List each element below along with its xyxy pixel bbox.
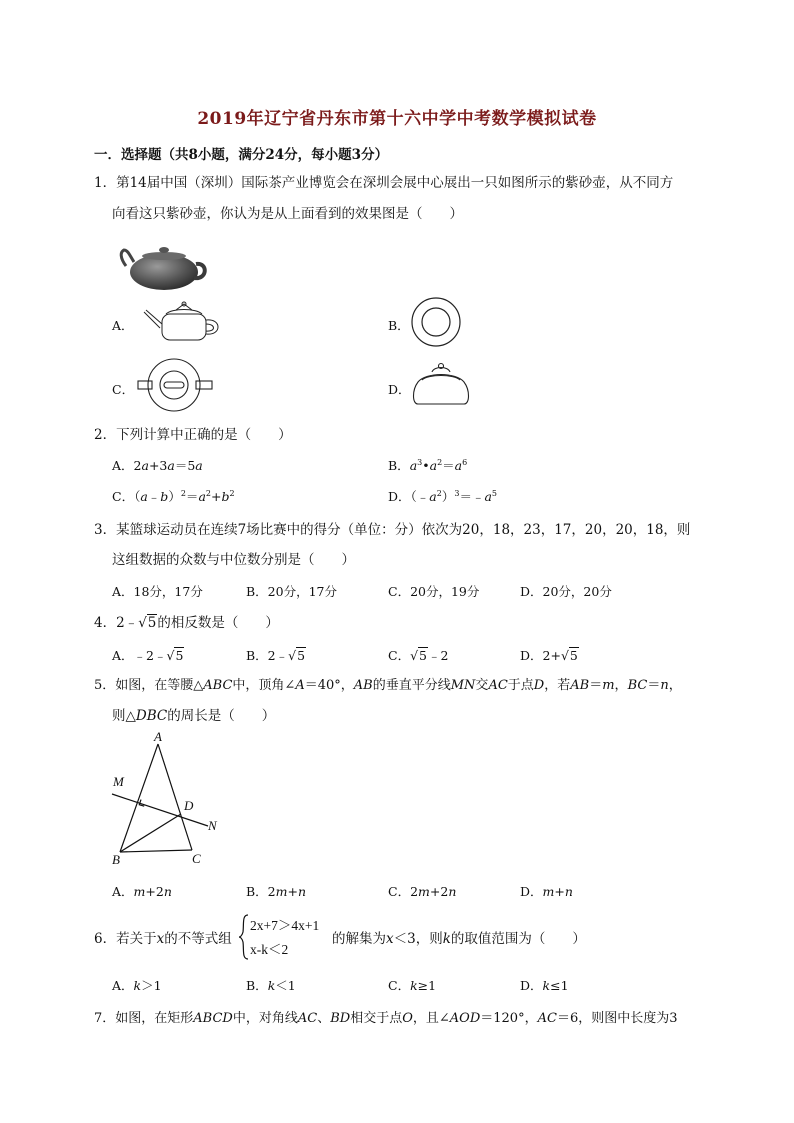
question-6-post: 的解集为x＜3，则k的取值范围为（ ） — [332, 931, 586, 947]
question-5-line-2: 则△DBC的周长是（ ） — [112, 708, 276, 724]
inequality-2: x-k＜2 — [250, 942, 289, 957]
question-1-line-2: 向看这只紫砂壶，你认为是从上面看到的效果图是（ ） — [112, 206, 463, 222]
question-6-pre: 6．若关于x的不等式组 — [94, 931, 232, 947]
q6-option-c: C．k≥1 — [388, 978, 437, 993]
inequality-1: 2x+7＞4x+1 — [250, 918, 320, 933]
q3-option-c: C．20分，19分 — [388, 584, 480, 599]
question-3-line-2: 这组数据的众数与中位数分别是（ ） — [112, 552, 355, 568]
q1-option-b: B． — [388, 318, 410, 333]
q1-option-c: C． — [112, 382, 135, 397]
q5-option-c: C．2m+2n — [388, 884, 457, 899]
q2-option-a: A．2a+3a＝5a — [112, 458, 203, 473]
q6-option-a: A．k＞1 — [112, 978, 162, 993]
teapot-top-view-icon — [134, 357, 216, 413]
q4-option-b: B．2﹣√5 — [246, 648, 306, 663]
label-m: M — [113, 774, 124, 789]
label-d: D — [184, 798, 194, 813]
question-4-stem: 4．2﹣√5的相反数是（ ） — [94, 615, 279, 631]
label-a: A — [154, 729, 162, 744]
q6-option-d: D．k≤1 — [520, 978, 569, 993]
q4-option-d: D．2+√5 — [520, 648, 578, 663]
question-2-stem: 2．下列计算中正确的是（ ） — [94, 427, 292, 443]
q1-option-a: A． — [112, 318, 134, 333]
q4-option-a: A．﹣2﹣√5 — [112, 648, 184, 663]
q5-option-b: B．2m+n — [246, 884, 307, 899]
question-3-line-1: 3．某篮球运动员在连续7场比赛中的得分（单位：分）依次为20，18，23，17，20，20，18，则 — [94, 522, 691, 538]
q3-option-a: A．18分，17分 — [112, 584, 203, 599]
label-b: B — [112, 852, 120, 867]
q2-option-d: D．$(﹣a^2)^3=﹣a^5$ — [388, 489, 497, 504]
isosceles-triangle-diagram — [108, 730, 228, 868]
q2-option-b: B．$a^3•a^2=a^6$ — [388, 458, 468, 473]
q5-option-a: A．m+2n — [112, 884, 172, 899]
q4-option-c: C．√5﹣2 — [388, 648, 449, 663]
two-circles-view-icon — [410, 296, 462, 348]
q3-option-d: D．20分，20分 — [520, 584, 612, 599]
question-5-line-1: 5．如图，在等腰△ABC中，顶角∠A＝40°，AB的垂直平分线MN交AC于点D，若AB＝m，BC＝n， — [94, 678, 682, 693]
q5-option-d: D．m+n — [520, 884, 573, 899]
question-1-line-1: 1．第14届中国（深圳）国际茶产业博览会在深圳会展中心展出一只如图所示的紫砂壶，从不同方 — [94, 175, 674, 191]
teapot-photo — [118, 236, 210, 292]
label-c: C — [192, 851, 201, 866]
q3-option-b: B．20分，17分 — [246, 584, 337, 599]
label-n: N — [208, 818, 217, 833]
teapot-side-view-icon — [410, 360, 472, 410]
teapot-front-view-icon — [140, 300, 224, 344]
q2-option-c: C．$(a﹣b)^2=a^2+b^2$ — [112, 489, 235, 504]
page-title: 2019年辽宁省丹东市第十六中学中考数学模拟试卷 — [197, 109, 597, 129]
inequality-brace — [238, 914, 250, 960]
question-7-line-1: 7．如图，在矩形ABCD中，对角线AC、BD相交于点O，且∠AOD＝120°，AC＝6，则图中长度为3 — [94, 1011, 678, 1026]
q6-option-b: B．k＜1 — [246, 978, 296, 993]
q1-option-d: D． — [388, 382, 411, 397]
section-heading: 一．选择题（共8小题，满分24分，每小题3分） — [94, 147, 389, 163]
